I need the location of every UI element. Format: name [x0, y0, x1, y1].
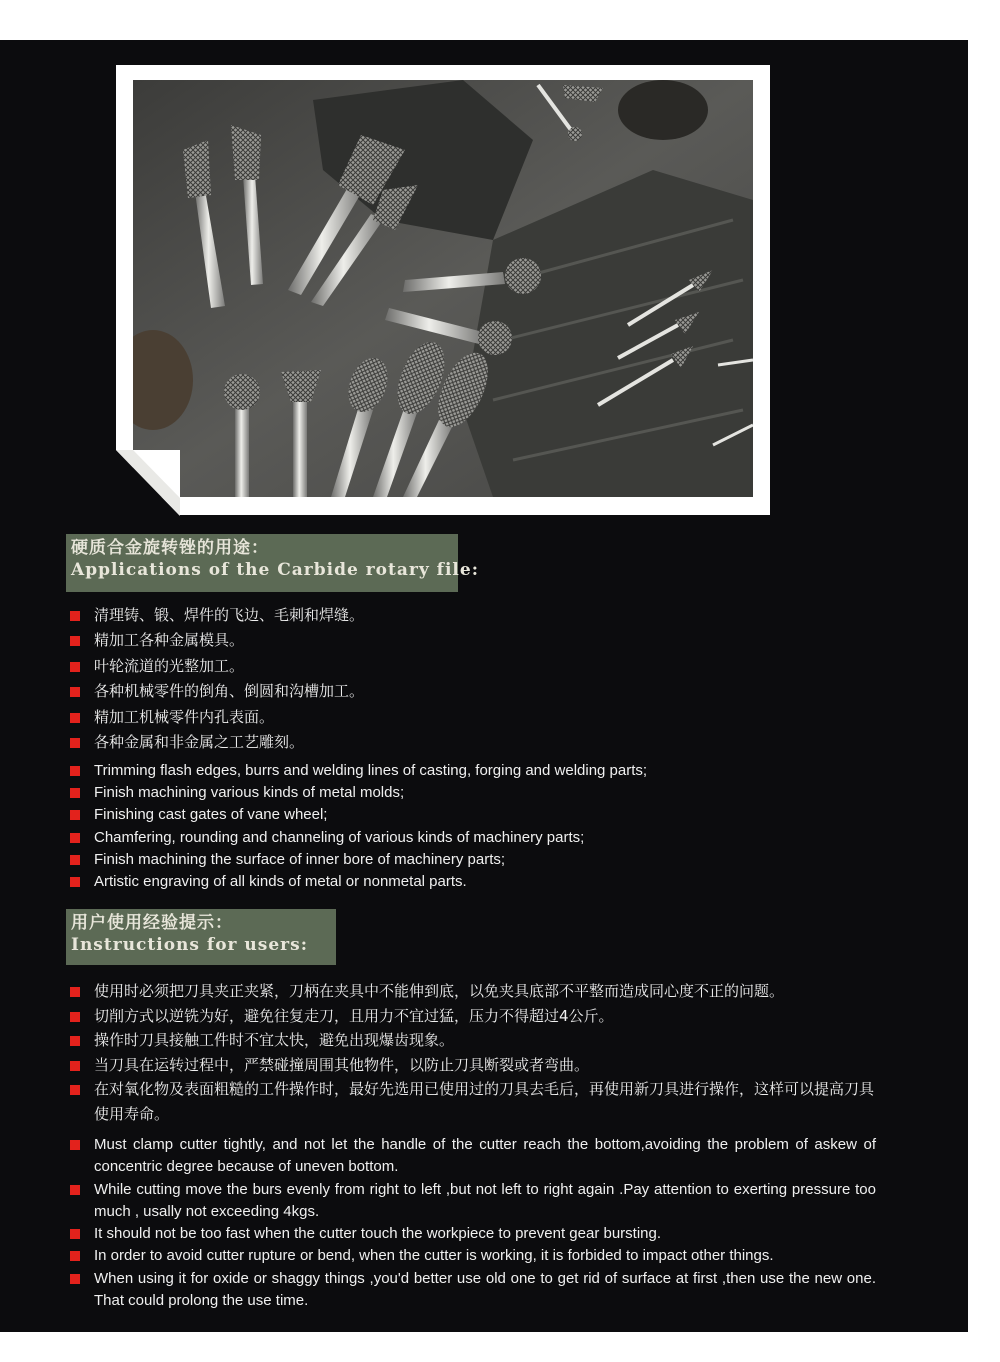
bullet-square-icon: [70, 1274, 80, 1284]
list-item: 各种金属和非金属之工艺雕刻。: [70, 730, 870, 755]
list-item: It should not be too fast when the cutter touch the workpiece to prevent gear bursting.: [70, 1223, 876, 1245]
bullet-square-icon: [70, 833, 80, 843]
bullet-square-icon: [70, 1061, 80, 1071]
bullet-square-icon: [70, 1140, 80, 1150]
list-item: 使用时必须把刀具夹正夹紧，刀柄在夹具中不能伸到底，以免夹具底部不平整而造成同心度不正的问题。: [70, 979, 876, 1004]
list-item: Finish machining the surface of inner bore of machinery parts;: [70, 849, 890, 871]
list-item: Chamfering, rounding and channeling of various kinds of machinery parts;: [70, 827, 890, 849]
bullet-square-icon: [70, 1085, 80, 1095]
instructions-list-zh: [70, 979, 876, 1127]
list-item: 切削方式以逆铣为好，避免往复走刀，且用力不宜过猛，压力不得超过4公斤。: [70, 1004, 876, 1029]
bullet-square-icon: [70, 662, 80, 672]
list-item: In order to avoid cutter rupture or bend, when the cutter is working, it is forbided to impact other things.: [70, 1245, 876, 1267]
list-item: 精加工机械零件内孔表面。: [70, 705, 870, 730]
applications-list-zh: [70, 603, 870, 755]
list-item: Finish machining various kinds of metal molds;: [70, 782, 890, 804]
bullet-square-icon: [70, 788, 80, 798]
bullet-square-icon: [70, 611, 80, 621]
bullet-square-icon: [70, 713, 80, 723]
bullet-square-icon: [70, 1251, 80, 1261]
bullet-square-icon: [70, 636, 80, 646]
instructions-heading-zh: 用户使用经验提示：: [71, 913, 233, 933]
applications-heading: [66, 534, 479, 592]
applications-list-en: [70, 760, 890, 893]
bullet-square-icon: [70, 1012, 80, 1022]
carbide-burrs-image: [133, 80, 753, 497]
list-item: Trimming flash edges, burrs and welding lines of casting, forging and welding parts;: [70, 760, 890, 782]
instructions-heading-en: Instructions for users:: [71, 935, 308, 955]
list-item: Finishing cast gates of vane wheel;: [70, 804, 890, 826]
product-photo: [133, 80, 753, 497]
list-item: 各种机械零件的倒角、倒圆和沟槽加工。: [70, 679, 870, 704]
page-curl-corner: [116, 450, 180, 516]
list-item: 清理铸、锻、焊件的飞边、毛刺和焊缝。: [70, 603, 870, 628]
bullet-square-icon: [70, 877, 80, 887]
bullet-square-icon: [70, 687, 80, 697]
list-item: When using it for oxide or shaggy things ,you'd better use old one to get rid of surface at first ,then use the new one. That could prolong the use time.: [70, 1268, 876, 1313]
list-item: Artistic engraving of all kinds of metal or nonmetal parts.: [70, 871, 890, 893]
list-item: 叶轮流道的光整加工。: [70, 654, 870, 679]
list-item: 精加工各种金属模具。: [70, 628, 870, 653]
list-item: 在对氧化物及表面粗糙的工件操作时，最好先选用已使用过的刀具去毛后，再使用新刀具进行操作，这样可以提高刀具使用寿命。: [70, 1077, 876, 1126]
bullet-square-icon: [70, 1185, 80, 1195]
instructions-list-en: [70, 1134, 876, 1312]
pebble: [618, 80, 708, 140]
bullet-square-icon: [70, 810, 80, 820]
bullet-square-icon: [70, 1229, 80, 1239]
bullet-square-icon: [70, 766, 80, 776]
bullet-square-icon: [70, 738, 80, 748]
bullet-square-icon: [70, 855, 80, 865]
bullet-square-icon: [70, 1036, 80, 1046]
list-item: While cutting move the burs evenly from right to left ,but not left to right again .Pay attention to exerting pressure too much , usally not exceeding 4kgs.: [70, 1179, 876, 1224]
bullet-square-icon: [70, 987, 80, 997]
list-item: 操作时刀具接触工件时不宜太快，避免出现爆齿现象。: [70, 1028, 876, 1053]
applications-heading-en: Applications of the Carbide rotary file:: [71, 560, 479, 580]
list-item: Must clamp cutter tightly, and not let the handle of the cutter reach the bottom,avoiding the problem of askew of concentric degree because of uneven bottom.: [70, 1134, 876, 1179]
applications-heading-zh: 硬质合金旋转锉的用途：: [71, 538, 269, 558]
list-item: 当刀具在运转过程中，严禁碰撞周围其他物件，以防止刀具断裂或者弯曲。: [70, 1053, 876, 1078]
instructions-heading: [66, 909, 336, 965]
